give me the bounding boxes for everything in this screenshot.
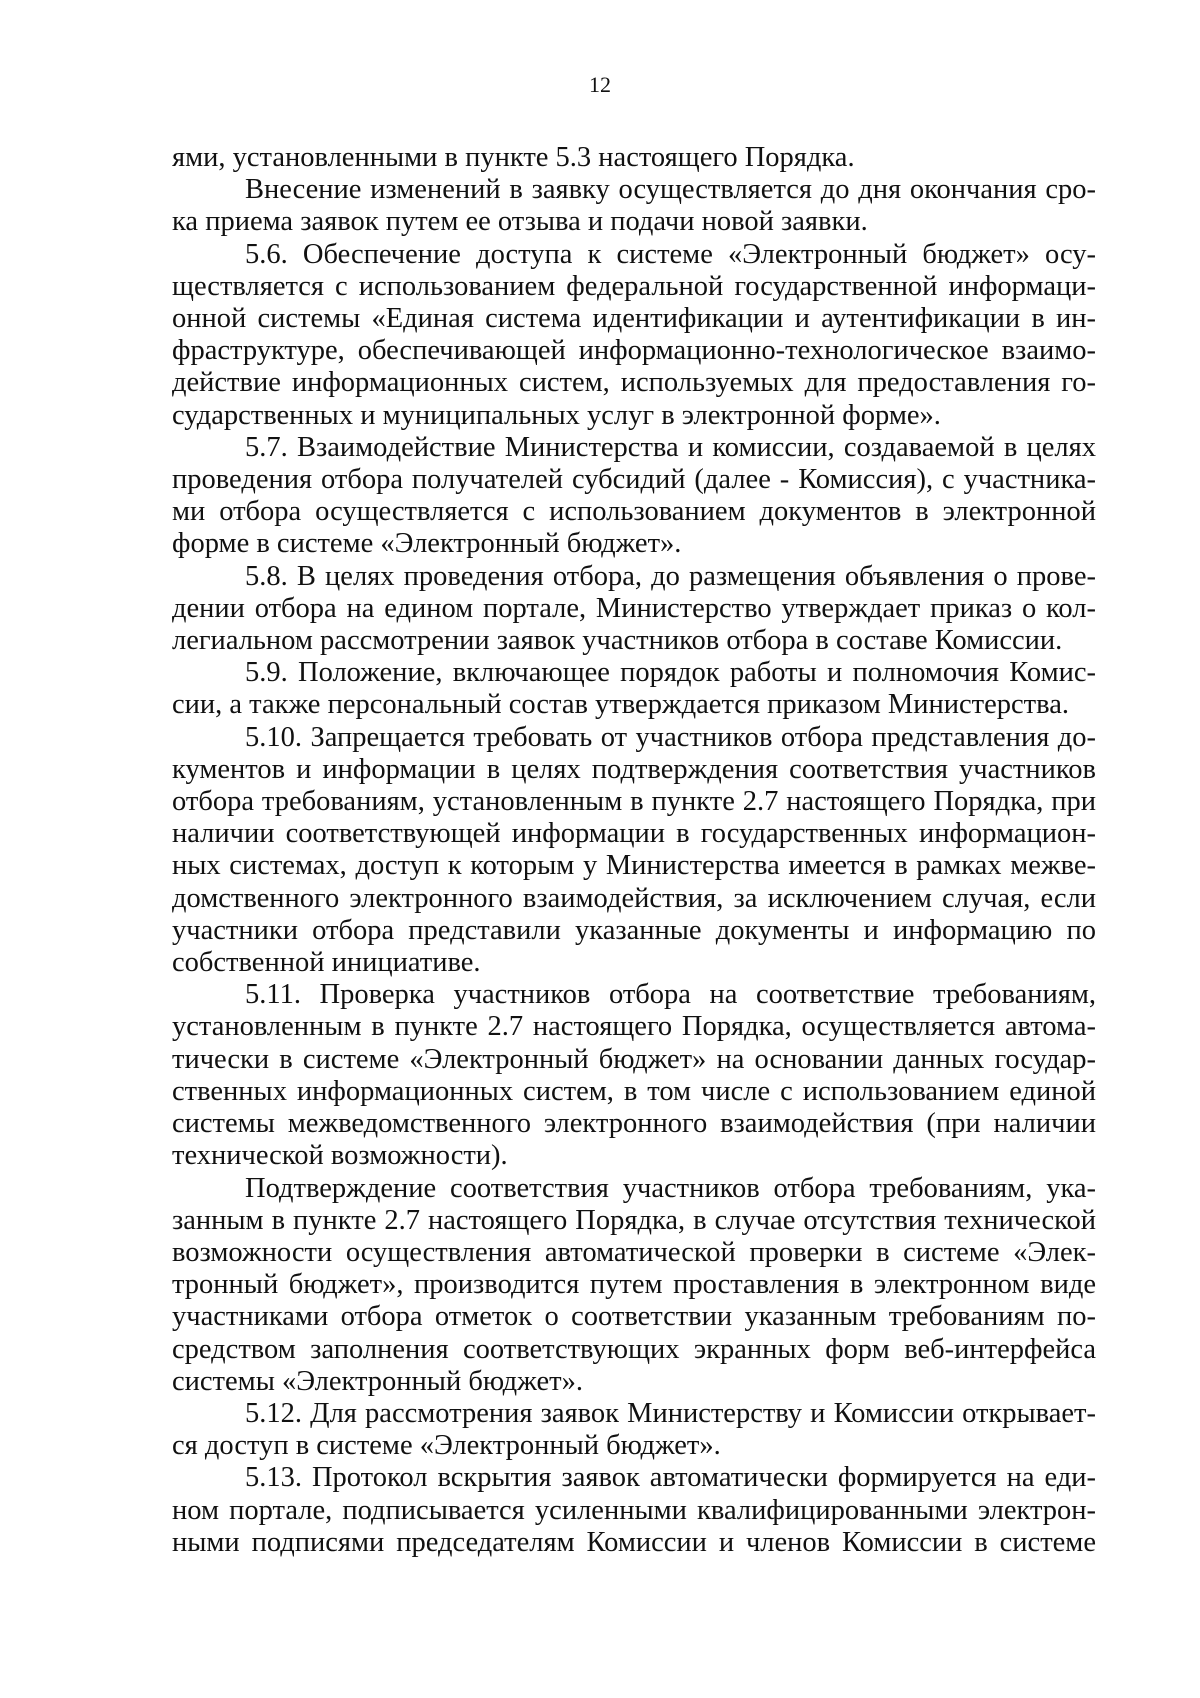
paragraph — [172, 561, 1096, 658]
text-line: системы межведомственного электронного взаимодействия (при наличии — [172, 1108, 1096, 1140]
text-line: ном портале, подписывается усиленными квалифицированными электрон- — [172, 1494, 1096, 1526]
paragraph — [172, 657, 1096, 721]
text-line: форме в системе «Электронный бюджет». — [172, 528, 682, 560]
text-line: фраструктуре, обеспечивающей информационно-технологическое взаимо- — [172, 335, 1096, 367]
text-line: ных системах, доступ к которым у Министерства имеется в рамках межве- — [172, 850, 1096, 882]
paragraph — [172, 142, 1096, 174]
text-line: 5.8. В целях проведения отбора, до размещения объявления о прове- — [245, 560, 1096, 592]
text-line: проведения отбора получателей субсидий (далее - Комиссия), с участника- — [172, 464, 1096, 496]
text-line: занным в пункте 2.7 настоящего Порядка, в случае отсутствия технической — [172, 1204, 1096, 1236]
paragraph — [172, 1173, 1096, 1398]
text-line: легиальном рассмотрении заявок участников отбора в составе Комиссии. — [172, 625, 1063, 657]
text-line: дении отбора на едином портале, Министерство утверждает приказ о кол- — [172, 592, 1096, 624]
document-body — [172, 142, 1096, 1559]
text-line: 5.11. Проверка участников отбора на соответствие требованиям, — [245, 979, 1096, 1011]
text-line: домственного электронного взаимодействия, за исключением случая, если — [172, 882, 1096, 914]
text-line: сударственных и муниципальных услуг в электронной форме». — [172, 399, 941, 431]
text-line: онной системы «Единая система идентификации и аутентификации в ин- — [172, 303, 1096, 335]
text-line: наличии соответствующей информации в государственных информацион- — [172, 818, 1096, 850]
paragraph — [172, 1398, 1096, 1462]
text-line: сии, а также персональный состав утверждается приказом Министерства. — [172, 689, 1069, 721]
text-line: ми отбора осуществляется с использованием документов в электронной — [172, 496, 1096, 528]
text-line: кументов и информации в целях подтверждения соответствия участников — [172, 753, 1096, 785]
text-line: ями, установленными в пункте 5.3 настоящего Порядка. — [172, 142, 855, 173]
text-line: собственной инициативе. — [172, 947, 481, 979]
text-line: возможности осуществления автоматической проверки в системе «Элек- — [172, 1236, 1096, 1268]
text-line: системы «Электронный бюджет». — [172, 1365, 583, 1397]
text-line: средством заполнения соответствующих экранных форм веб-интерфейса — [172, 1333, 1096, 1365]
text-line: Подтверждение соответствия участников отбора требованиям, ука- — [245, 1172, 1096, 1204]
text-line: отбора требованиям, установленным в пункте 2.7 настоящего Порядка, при — [172, 786, 1096, 818]
paragraph — [172, 979, 1096, 1172]
text-line: 5.13. Протокол вскрытия заявок автоматически формируется на еди- — [245, 1462, 1096, 1494]
page-number: 12 — [589, 72, 611, 97]
paragraph — [172, 239, 1096, 432]
text-line: Внесение изменений в заявку осуществляется до дня окончания сро- — [245, 174, 1096, 206]
text-line: 5.10. Запрещается требовать от участников отбора представления до- — [245, 721, 1096, 753]
text-line: ся доступ в системе «Электронный бюджет». — [172, 1430, 721, 1462]
text-line: установленным в пункте 2.7 настоящего Порядка, осуществляется автома- — [172, 1011, 1096, 1043]
text-line: технической возможности). — [172, 1140, 508, 1172]
text-line: ственных информационных систем, в том числе с использованием единой — [172, 1075, 1096, 1107]
text-line: участниками отбора отметок о соответствии указанным требованиям по- — [172, 1301, 1096, 1333]
text-line: 5.9. Положение, включающее порядок работы и полномочия Комис- — [245, 657, 1096, 689]
text-line: участники отбора представили указанные документы и информацию по — [172, 914, 1096, 946]
text-line: тронный бюджет», производится путем проставления в электронном виде — [172, 1269, 1096, 1301]
text-line: тически в системе «Электронный бюджет» на основании данных государ- — [172, 1043, 1096, 1075]
paragraph — [172, 722, 1096, 980]
text-line: ка приема заявок путем ее отзыва и подачи новой заявки. — [172, 206, 868, 238]
paragraph — [172, 1462, 1096, 1559]
paragraph — [172, 432, 1096, 561]
text-line: 5.7. Взаимодействие Министерства и комиссии, создаваемой в целях — [245, 431, 1096, 463]
text-line: ными подписями председателям Комиссии и членов Комиссии в системе — [172, 1526, 1096, 1558]
text-line: действие информационных систем, используемых для предоставления го- — [172, 367, 1096, 399]
paragraph — [172, 174, 1096, 238]
text-line: 5.12. Для рассмотрения заявок Министерству и Комиссии открывает- — [245, 1397, 1096, 1429]
text-line: ществляется с использованием федеральной государственной информаци- — [172, 270, 1096, 302]
text-line: 5.6. Обеспечение доступа к системе «Электронный бюджет» осу- — [245, 238, 1096, 270]
